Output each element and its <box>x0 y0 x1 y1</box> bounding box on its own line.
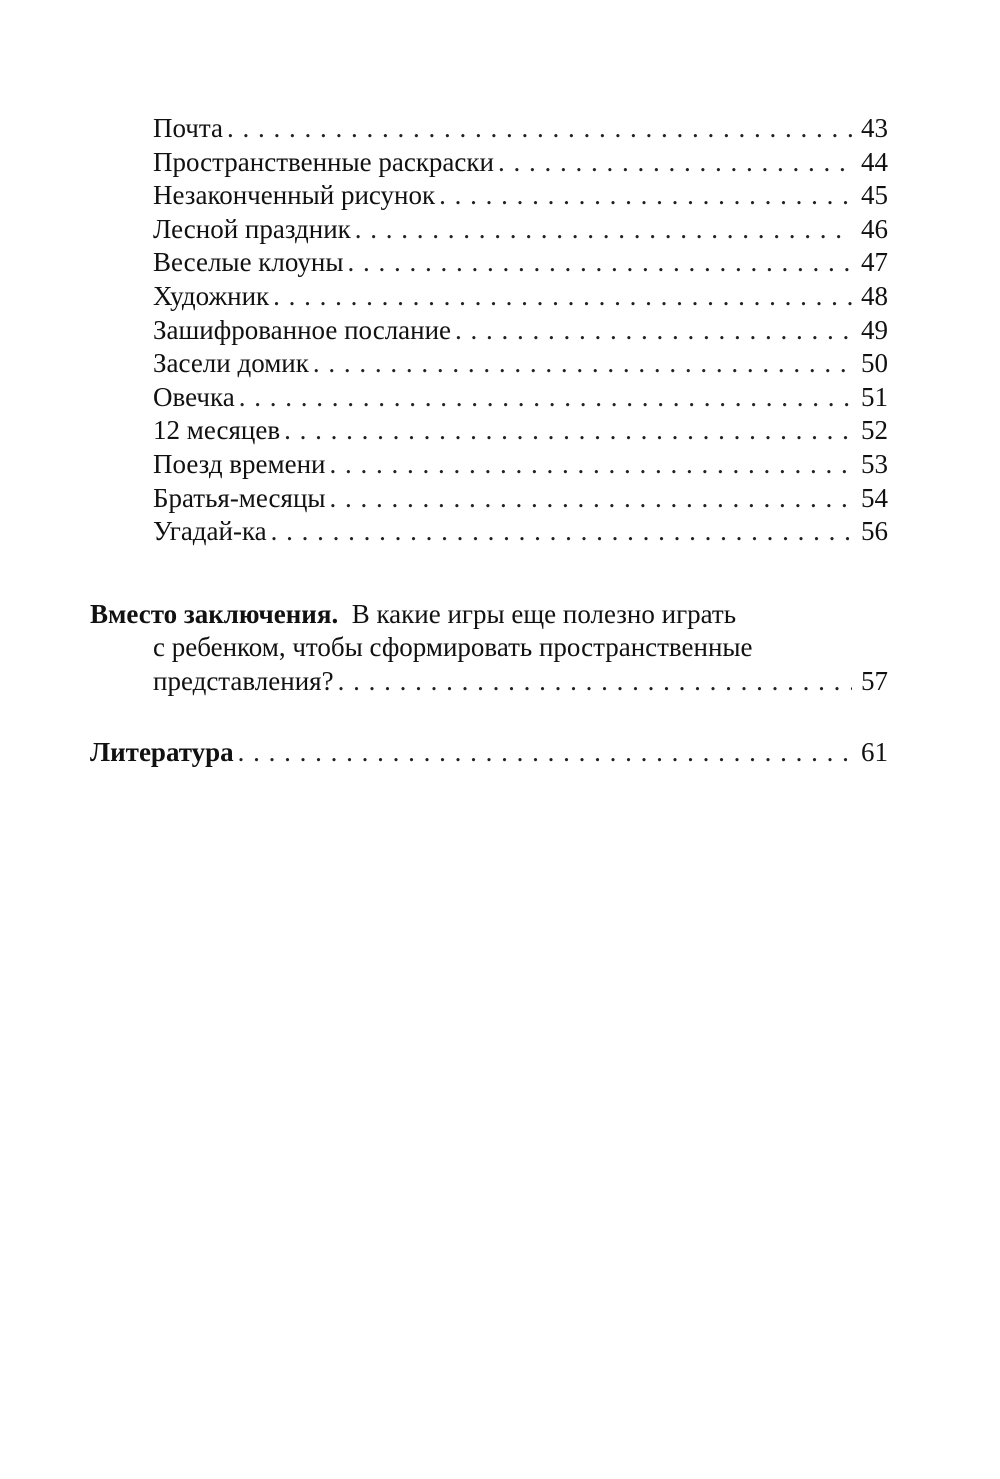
dot-leader <box>273 280 852 314</box>
dot-leader <box>338 665 852 699</box>
toc-entry <box>0 448 1000 482</box>
toc-entry-page: 46 <box>861 213 888 244</box>
toc-entry-page: 47 <box>861 247 888 278</box>
dot-leader <box>330 482 852 516</box>
table-of-contents <box>0 112 1000 769</box>
dot-leader <box>498 146 852 180</box>
dot-leader <box>313 347 852 381</box>
toc-entry-page: 51 <box>861 381 888 412</box>
dot-leader <box>439 179 852 213</box>
conclusion-text-line-2: с ребенком, чтобы сформировать пространственные <box>153 632 753 663</box>
dot-leader <box>271 515 852 549</box>
dot-leader <box>284 414 852 448</box>
dot-leader <box>455 314 852 348</box>
toc-entry <box>0 482 1000 516</box>
toc-entry <box>0 179 1000 213</box>
toc-entry-page: 48 <box>861 280 888 311</box>
toc-entry-title: Незаконченный рисунок <box>153 180 436 211</box>
section-spacer <box>0 699 1000 736</box>
toc-entry-title: Поезд времени <box>153 448 326 479</box>
toc-entry-title: Засели домик <box>153 348 309 379</box>
toc-entry-page: 56 <box>861 516 888 547</box>
conclusion-line-2 <box>0 631 1000 665</box>
toc-entry-title: Пространственные раскраски <box>153 146 494 177</box>
toc-entry-page: 54 <box>861 482 888 513</box>
toc-entry <box>0 213 1000 247</box>
toc-entry-page: 52 <box>861 415 888 446</box>
toc-entry <box>0 381 1000 415</box>
toc-entry-page: 45 <box>861 180 888 211</box>
conclusion-page: 57 <box>861 665 888 696</box>
toc-entry-page: 44 <box>861 146 888 177</box>
toc-entry-title: Веселые клоуны <box>153 247 344 278</box>
conclusion-text-line-1: В какие игры еще полезно играть <box>351 598 737 629</box>
dot-leader <box>239 381 852 415</box>
dot-leader <box>238 736 852 770</box>
toc-entry-title: Братья-месяцы <box>153 482 326 513</box>
section-spacer <box>0 549 1000 598</box>
toc-entry-page: 43 <box>861 113 888 143</box>
toc-entry <box>0 515 1000 549</box>
toc-entry <box>0 246 1000 280</box>
dot-leader <box>227 112 852 146</box>
conclusion-line-1 <box>0 598 1000 632</box>
literature-title: Литература <box>90 736 234 767</box>
dot-leader <box>355 213 852 247</box>
toc-entry-literature <box>0 736 1000 770</box>
dot-leader <box>330 448 852 482</box>
conclusion-heading: Вместо заключения. <box>90 598 339 629</box>
toc-entry-conclusion <box>0 598 1000 699</box>
toc-entry-title: Угадай-ка <box>153 516 267 547</box>
toc-entry-page: 50 <box>861 348 888 379</box>
toc-entry-title: 12 месяцев <box>153 415 281 446</box>
dot-leader <box>347 246 852 280</box>
toc-entry <box>0 146 1000 180</box>
toc-entry-title: Художник <box>153 280 270 311</box>
toc-entry <box>0 280 1000 314</box>
toc-entry-page: 49 <box>861 314 888 345</box>
toc-entry-title: Овечка <box>153 381 235 412</box>
conclusion-text-line-3: представления? <box>153 665 334 696</box>
toc-entry <box>0 414 1000 448</box>
toc-entry-title: Зашифрованное послание <box>153 314 452 345</box>
toc-entry <box>0 347 1000 381</box>
toc-entry <box>0 112 1000 146</box>
toc-entry <box>0 314 1000 348</box>
conclusion-line-3 <box>0 665 1000 699</box>
toc-entry-title: Почта <box>153 113 223 143</box>
toc-entry-title: Лесной праздник <box>153 213 351 244</box>
toc-entry-page: 53 <box>861 448 888 479</box>
literature-page: 61 <box>861 736 888 767</box>
